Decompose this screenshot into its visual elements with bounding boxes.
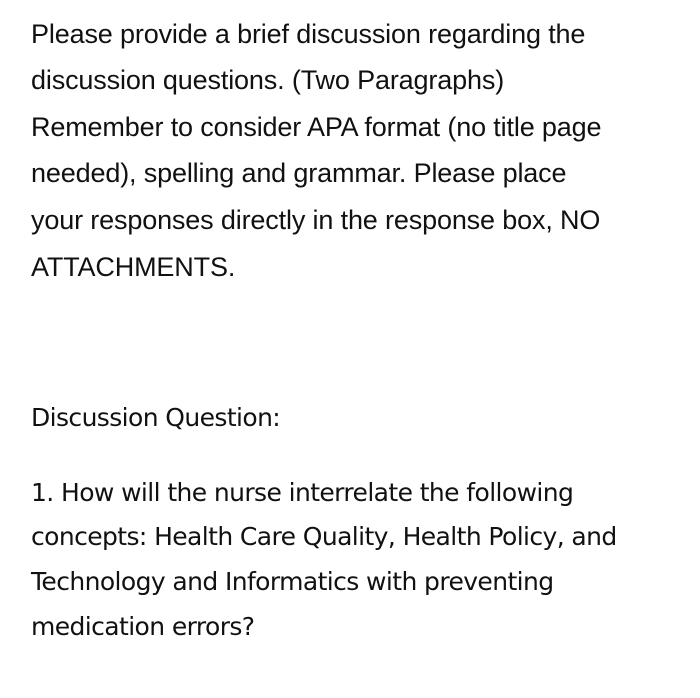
instructions-line-6: ATTACHMENTS. bbox=[31, 252, 236, 282]
question-line-1: 1. How will the nurse interrelate the following bbox=[31, 478, 574, 507]
instructions-line-4: needed), spelling and grammar. Please place bbox=[31, 158, 567, 188]
question-line-2: concepts: Health Care Quality, Health Policy, and bbox=[31, 522, 617, 551]
question-line-4: medication errors? bbox=[31, 612, 255, 641]
instructions-line-1: Please provide a brief discussion regarding the bbox=[31, 19, 586, 49]
question-line-3: Technology and Informatics with preventing bbox=[31, 567, 554, 596]
discussion-heading: Discussion Question: bbox=[31, 403, 281, 432]
instructions-line-5: your responses directly in the response box, NO bbox=[31, 205, 601, 235]
instructions-line-3: Remember to consider APA format (no title page bbox=[31, 112, 602, 142]
instructions-line-2: discussion questions. (Two Paragraphs) bbox=[31, 65, 505, 95]
